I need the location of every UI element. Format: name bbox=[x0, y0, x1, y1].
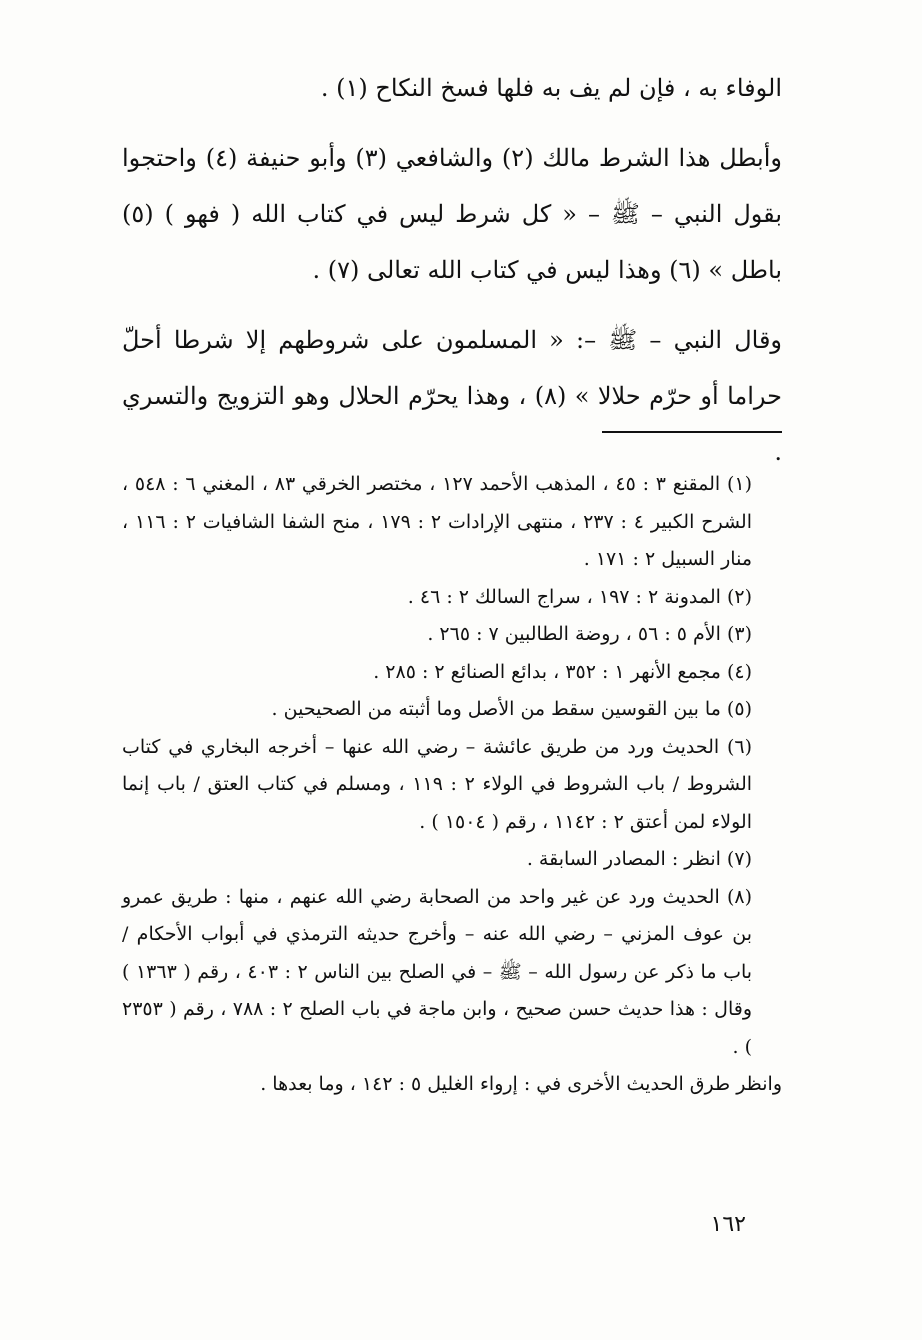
main-text bbox=[122, 60, 782, 480]
footnote-divider bbox=[602, 431, 782, 433]
footnote-3: (٣) الأم ٥ : ٥٦ ، روضة الطالبين ٧ : ٢٦٥ . bbox=[427, 623, 752, 645]
footnotes bbox=[122, 466, 782, 1104]
footnote-further-reading: وانظر طرق الحديث الأخرى في : إرواء الغليل ٥ : ١٤٢ ، وما بعدها . bbox=[260, 1073, 782, 1095]
paragraph-2: وأبطل هذا الشرط مالك (٢) والشافعي (٣) وأبو حنيفة (٤) واحتجوا بقول النبي – ﷺ – « كل شرط ليس في كتاب الله ( فهو ) (٥) باطل » (٦) وهذا ليس في كتاب الله تعالى (٧) . bbox=[122, 144, 782, 284]
footnote-1: (١) المقنع ٣ : ٤٥ ، المذهب الأحمد ١٢٧ ، مختصر الخرقي ٨٣ ، المغني ٦ : ٥٤٨ ، الشرح الكبير ٤ : ٢٣٧ ، منتهى الإرادات ٢ : ١٧٩ ، منح الشفا الشافيات ٢ : ١١٦ ، منار السبيل ٢ : ١٧١ . bbox=[122, 473, 752, 570]
page-number: ١٦٢ bbox=[710, 1212, 746, 1237]
footnote-7: (٧) انظر : المصادر السابقة . bbox=[526, 848, 752, 870]
footnote-2: (٢) المدونة ٢ : ١٩٧ ، سراج السالك ٢ : ٤٦ . bbox=[407, 585, 752, 608]
paragraph-3: وقال النبي – ﷺ –: « المسلمون على شروطهم إلا شرطا أحلّ حراما أو حرّم حلالا » (٨) ، وهذا يحرّم الحلال وهو التزويج والتسري . bbox=[122, 326, 782, 466]
footnote-8: (٨) الحديث ورد عن غير واحد من الصحابة رضي الله عنهم ، منها : طريق عمرو بن عوف المزني – رضي الله عنه – وأخرج حديثه الترمذي في أبواب الأحكام / باب ما ذكر عن رسول الله – ﷺ – في الصلح بين الناس ٢ : ٤٠٣ ، رقم ( ١٣٦٣ ) وقال : هذا حديث حسن صحيح ، وابن ماجة في باب الصلح ٢ : ٧٨٨ ، رقم ( ٢٣٥٣ ) . bbox=[122, 885, 753, 1058]
footnote-4: (٤) مجمع الأنهر ١ : ٣٥٢ ، بدائع الصنائع ٢ : ٢٨٥ . bbox=[373, 660, 752, 683]
paragraph-1: الوفاء به ، فإن لم يف به فلها فسخ النكاح (١) . bbox=[320, 74, 782, 102]
footnote-5: (٥) ما بين القوسين سقط من الأصل وما أثبته من الصحيحين . bbox=[271, 698, 752, 720]
footnote-6: (٦) الحديث ورد من طريق عائشة – رضي الله عنها – أخرجه البخاري في كتاب الشروط / باب الشروط في الولاء ٢ : ١١٩ ، ومسلم في كتاب العتق / باب إنما الولاء لمن أعتق ٢ : ١١٤٢ ، رقم ( ١٥٠٤ ) . bbox=[122, 735, 753, 833]
